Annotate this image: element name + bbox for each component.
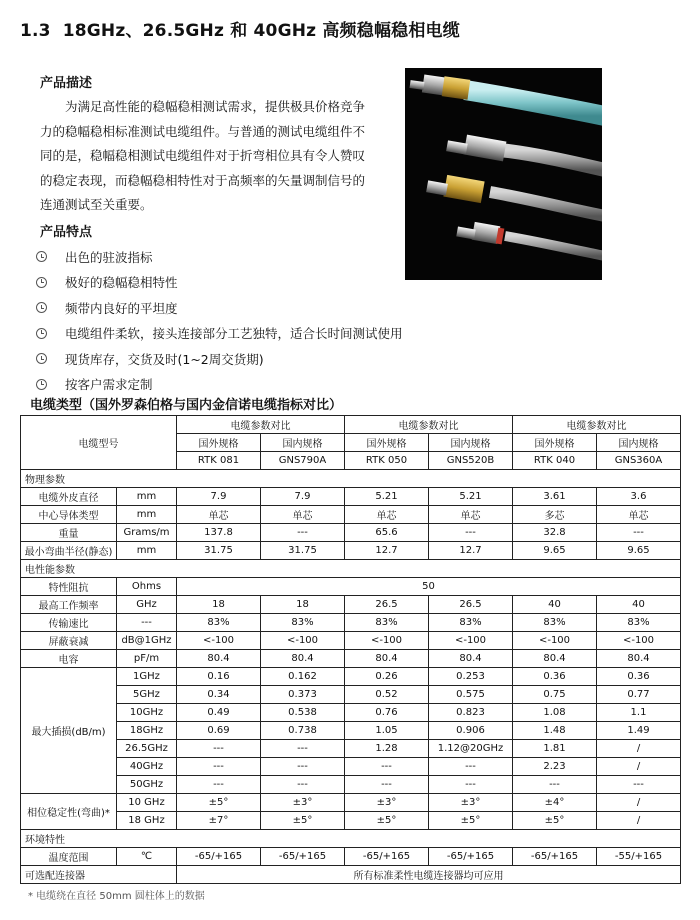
section-label: 环境特性 — [21, 830, 681, 848]
section-label: 物理参数 — [21, 470, 681, 488]
description-line: 的稳定表现，而稳幅稳相特性对于高频率的矢量调制信号的 — [40, 172, 366, 188]
table-row: 重量 Grams/m 137.8 --- 65.6 --- 32.8 --- — [21, 524, 681, 542]
clock-icon — [36, 328, 47, 339]
table-row: 相位稳定性(弯曲)* 10 GHz ±5° ±3° ±3° ±3° ±4° / — [21, 794, 681, 812]
teal-cable — [465, 90, 602, 116]
list-item: 按客户需求定制 — [36, 372, 403, 398]
table-row — [21, 416, 681, 434]
description-line: 力的稳幅稳相标准测试电缆组件。与普通的测试电缆组件不 — [40, 123, 366, 139]
description-text — [40, 95, 385, 218]
list-item: 极好的稳幅稳相特性 — [36, 270, 403, 296]
insertion-loss-label: 最大插损(dB/m) — [21, 668, 117, 794]
table-row: 最高工作频率 GHz 18 18 26.5 26.5 40 40 — [21, 596, 681, 614]
table-row: 18GHz 0.69 0.738 1.05 0.906 1.48 1.49 — [21, 722, 681, 740]
spec-header: 国外规格 — [345, 434, 429, 452]
phase-stability-label: 相位稳定性(弯曲)* — [21, 794, 117, 830]
spec-table — [20, 415, 681, 884]
page-title — [20, 16, 460, 41]
connector-value: 所有标准柔性电缆连接器均可应用 — [177, 866, 681, 884]
model-cell: GNS520B — [429, 452, 513, 470]
description-line: 为满足高性能的稳幅稳相测试需求，提供极具价格竞争 — [65, 99, 366, 114]
group-header: 电缆参数对比 — [177, 416, 345, 434]
connector-gold — [443, 175, 484, 203]
table-row: 传输速比 --- 83% 83% 83% 83% 83% 83% — [21, 614, 681, 632]
description-line: 连通测试至关重要。 — [40, 197, 153, 212]
table-row: 最大插损(dB/m) 1GHz 0.16 0.162 0.26 0.253 0.36 0.36 — [21, 668, 681, 686]
type-header: 电缆型号 — [21, 416, 177, 470]
clock-icon — [36, 277, 47, 288]
gray-cable — [500, 150, 602, 170]
table-row: 屏蔽衰减 dB@1GHz <-100 <-100 <-100 <-100 <-100 <-100 — [21, 632, 681, 650]
model-cell: RTK 050 — [345, 452, 429, 470]
connector-steel — [472, 222, 501, 244]
table-row: 50GHz --- --- --- --- --- --- — [21, 776, 681, 794]
cable-product-photo — [405, 68, 602, 280]
model-cell: GNS790A — [261, 452, 345, 470]
spec-header: 国内规格 — [597, 434, 681, 452]
spec-header: 国外规格 — [177, 434, 261, 452]
table-row: 10GHz 0.49 0.538 0.76 0.823 1.08 1.1 — [21, 704, 681, 722]
table-row: 电缆外皮直径 mm 7.9 7.9 5.21 5.21 3.61 3.6 — [21, 488, 681, 506]
model-cell: GNS360A — [597, 452, 681, 470]
table-row: 5GHz 0.34 0.373 0.52 0.575 0.75 0.77 — [21, 686, 681, 704]
connector-label: 可选配连接器 — [21, 866, 177, 884]
spec-header: 国内规格 — [261, 434, 345, 452]
table-row: 特性阻抗 Ohms 50 — [21, 578, 681, 596]
model-cell: RTK 040 — [513, 452, 597, 470]
cable-assemblies-illustration — [405, 68, 602, 280]
section-row — [21, 560, 681, 578]
list-item: 频带内良好的平坦度 — [36, 295, 403, 321]
table-row — [21, 866, 681, 884]
list-item: 出色的驻波指标 — [36, 244, 403, 270]
group-header: 电缆参数对比 — [513, 416, 681, 434]
table-heading: 电缆类型（国外罗森伯格与国内金信诺电缆指标对比） — [30, 398, 343, 413]
clock-icon — [36, 353, 47, 364]
clock-icon — [36, 379, 47, 390]
gray-cable — [505, 236, 602, 256]
connector-gold — [442, 76, 471, 99]
section-row — [21, 470, 681, 488]
clock-icon — [36, 251, 47, 262]
group-header: 电缆参数对比 — [345, 416, 513, 434]
spec-header: 国内规格 — [429, 434, 513, 452]
model-cell: RTK 081 — [177, 452, 261, 470]
list-item: 电缆组件柔软，接头连接部分工艺独特，适合长时间测试使用 — [36, 321, 403, 347]
section-title: 18GHz、26.5GHz 和 40GHz 高频稳幅稳相电缆 — [62, 21, 460, 41]
list-item: 现货库存，交货及时(1~2周交货期) — [36, 346, 403, 372]
table-row: 40GHz --- --- --- --- 2.23 / — [21, 758, 681, 776]
table-row: 电容 pF/m 80.4 80.4 80.4 80.4 80.4 80.4 — [21, 650, 681, 668]
table-row: 26.5GHz --- --- 1.28 1.12@20GHz 1.81 / — [21, 740, 681, 758]
table-row: 18 GHz ±7° ±5° ±5° ±5° ±5° / — [21, 812, 681, 830]
section-number: 1.3 — [20, 21, 51, 41]
table-row: 中心导体类型 mm 单芯 单芯 单芯 单芯 多芯 单芯 — [21, 506, 681, 524]
section-label: 电性能参数 — [21, 560, 681, 578]
footnote: * 电缆绕在直径 50mm 圆柱体上的数据 — [28, 891, 205, 902]
gray-cable — [490, 192, 602, 216]
connector-steel — [464, 135, 507, 162]
clock-icon — [36, 302, 47, 313]
section-row — [21, 830, 681, 848]
spec-header: 国外规格 — [513, 434, 597, 452]
description-line: 同的是，稳幅稳相测试电缆组件对于折弯相位具有令人赞叹 — [40, 148, 366, 163]
table-row: 最小弯曲半径(静态) mm 31.75 31.75 12.7 12.7 9.65 9.65 — [21, 542, 681, 560]
description-heading: 产品描述 — [40, 76, 93, 91]
features-heading: 产品特点 — [40, 225, 93, 240]
feature-list — [36, 244, 403, 397]
table-row: 温度范围 ℃ -65/+165 -65/+165 -65/+165 -65/+165 -65/+165 -55/+165 — [21, 848, 681, 866]
